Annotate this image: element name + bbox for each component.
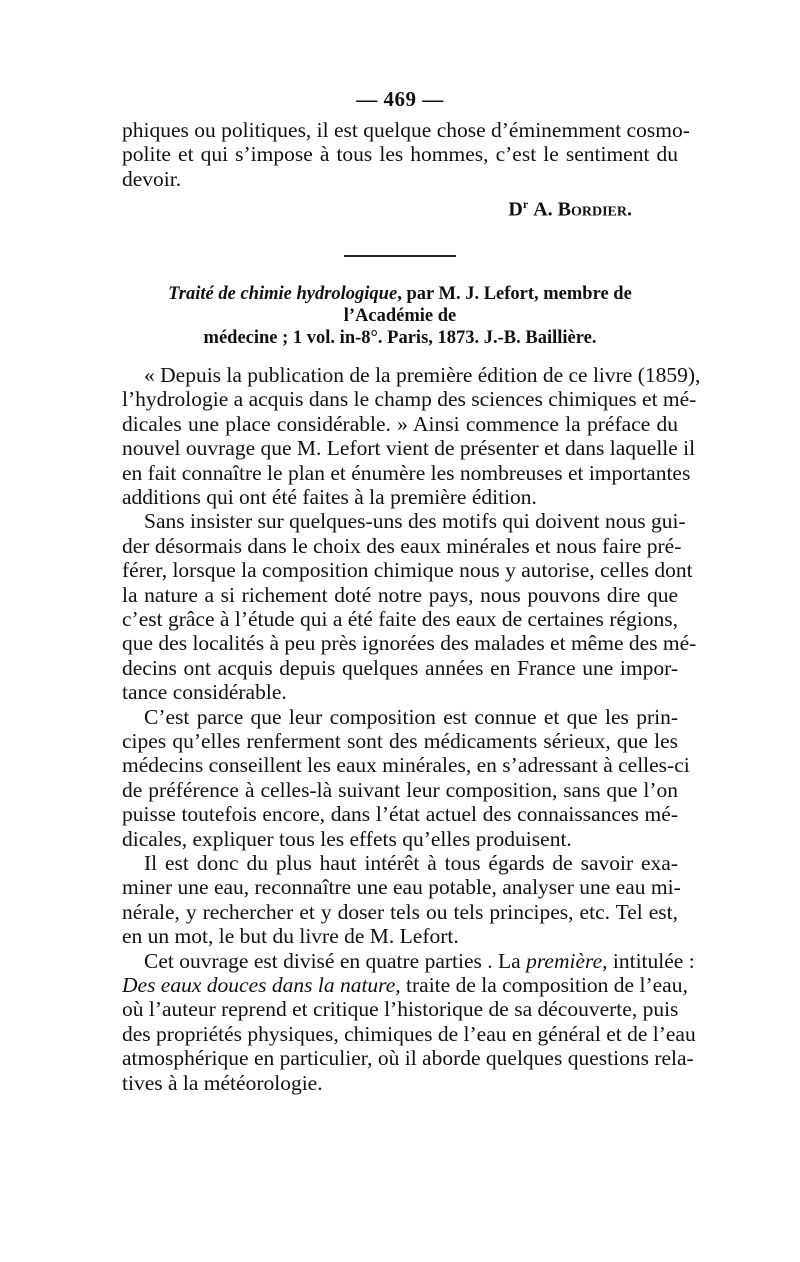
text-run: intitulée :: [607, 948, 695, 973]
text-line: que des localités à peu près ignorées des malades et même des mé-: [122, 631, 697, 656]
review-body: [122, 362, 701, 1095]
signature-prefix: D: [508, 198, 523, 221]
text-line: tance considérable.: [122, 680, 287, 705]
paragraph: [122, 704, 690, 851]
text-line: c’est grâce à l’étude qui a été faite des eaux de certaines régions,: [122, 606, 678, 631]
text-line: miner une eau, reconnaître une eau potable, analyser une eau mi-: [122, 875, 681, 900]
author-signature: [122, 191, 678, 223]
text-line: decins ont acquis depuis quelques années en France une impor-: [122, 655, 678, 680]
text-line: médecins conseillent les eaux minérales, en s’adressant à celles-ci: [122, 753, 690, 778]
text-line: nouvel ouvrage que M. Lefort vient de présenter et dans laquelle il: [122, 436, 696, 461]
paragraph: [122, 948, 696, 1095]
text-line: cipes qu’elles renferment sont des médicaments sérieux, que les: [122, 728, 678, 753]
page-number: — 469 —: [356, 87, 444, 111]
text-line: dicales, expliquer tous les effets qu’elles produisent.: [122, 826, 572, 851]
text-line: polite et qui s’impose à tous les hommes, c’est le sentiment du: [122, 142, 678, 167]
text-line: puisse toutefois encore, dans l’état actuel des connaissances mé-: [122, 802, 678, 827]
intro-paragraph: [122, 118, 690, 191]
review-book-title: Traité de chimie hydrologique: [168, 283, 398, 304]
text-line: tives à la météorologie.: [122, 1070, 323, 1095]
text-line: en fait connaître le plan et énumère les nombreuses et importantes: [122, 460, 691, 485]
section-divider: [344, 255, 456, 257]
text-line: férer, lorsque la composition chimique nous y autorise, celles dont: [122, 558, 693, 583]
text-run: Cet ouvrage est divisé en quatre parties . La: [144, 948, 527, 973]
text-line: phiques ou politiques, il est quelque chose d’éminemment cosmo-: [122, 118, 690, 142]
text-line: l’hydrologie a acquis dans le champ des sciences chimiques et mé-: [122, 387, 697, 412]
text-line: atmosphérique en particulier, où il aborde quelques questions rela-: [122, 1046, 694, 1071]
paragraph: [122, 851, 681, 949]
text-line: dicales une place considérable. » Ainsi commence la préface du: [122, 411, 678, 436]
text-line: Sans insister sur quelques-uns des motifs qui doivent nous gui-: [144, 509, 686, 534]
text-line: additions qui ont été faites à la première édition.: [122, 484, 537, 509]
emphasis-premiere: première,: [526, 948, 608, 973]
text-line: des propriétés physiques, chimiques de l’eau en général et de l’eau: [122, 1021, 696, 1046]
text-line: la nature a si richement doté notre pays, nous pouvons dire que: [122, 582, 678, 607]
text-line: Il est donc du plus haut intérêt à tous égards de savoir exa-: [144, 851, 678, 875]
text-line: [122, 973, 688, 998]
text-run: traite de la composition de l’eau,: [400, 973, 688, 998]
text-line: [122, 948, 695, 973]
review-heading: [122, 283, 678, 349]
text-line: devoir.: [122, 166, 182, 191]
review-heading-rest: , par M. J. Lefort, membre de l’Académie de: [343, 283, 632, 326]
review-heading-line: [122, 283, 678, 327]
text-line: de préférence à celles-là suivant leur composition, sans que l’on: [122, 777, 678, 802]
paragraph: [122, 362, 701, 509]
emphasis-part-title: Des eaux douces dans la nature,: [122, 973, 401, 998]
text-line: der désormais dans le choix des eaux minérales et nous faire pré-: [122, 533, 682, 558]
book-page: [122, 84, 701, 1095]
text-line: « Depuis la publication de la première édition de ce livre (1859),: [144, 362, 701, 387]
paragraph: [122, 509, 697, 705]
signature-sup: r: [522, 197, 529, 212]
signature-name: A. Bordier.: [533, 198, 632, 221]
text-line: C’est parce que leur composition est connue et que les prin-: [144, 704, 678, 729]
text-line: en un mot, le but du livre de M. Lefort.: [122, 924, 459, 949]
text-line: nérale, y rechercher et y doser tels ou tels principes, etc. Tel est,: [122, 899, 678, 924]
text-line: où l’auteur reprend et critique l’historique de sa découverte, puis: [122, 997, 679, 1022]
review-heading-line: médecine ; 1 vol. in-8°. Paris, 1873. J.-B. Baillière.: [203, 327, 597, 348]
